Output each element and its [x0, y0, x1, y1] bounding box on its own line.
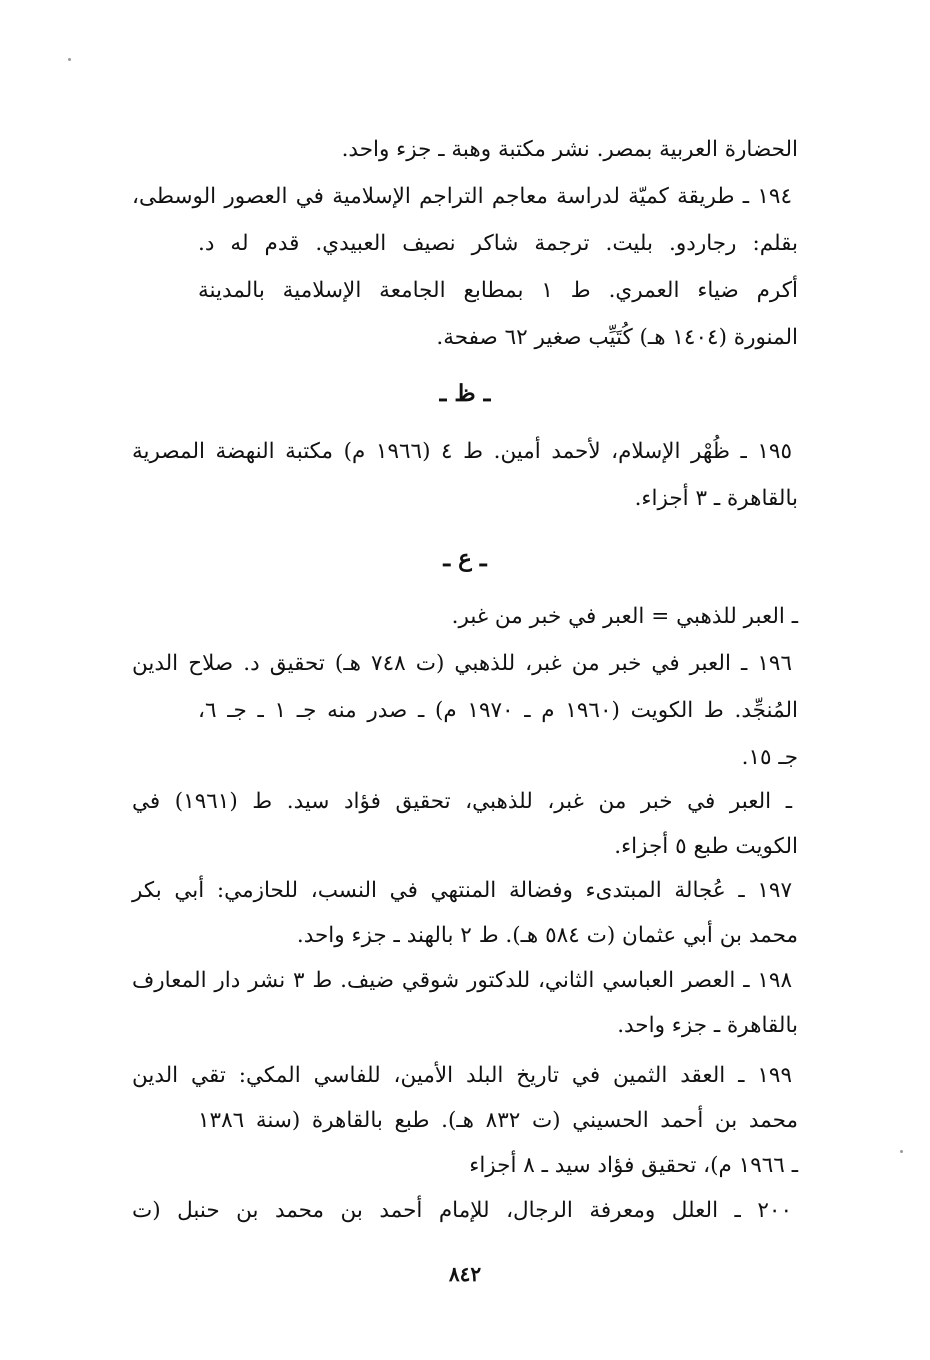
entry-196-line-1: ١٩٦ ـ العبر في خبر من غبر، للذهبي (ت ٧٤٨ هـ) تحقيق د. صلاح الدين	[132, 651, 792, 676]
entry-197-line-1: ١٩٧ ـ عُجالة المبتدىء وفضالة المنتهي في النسب، للحازمي: أبي بكر	[132, 878, 792, 903]
entry-197-line-2: محمد بن أبي عثمان (ت ٥٨٤ هـ). ط ٢ بالهند ـ جزء واحد.	[296, 923, 798, 948]
cross-reference-line: ـ العبر للذهبي = العبر في خبر من غبر.	[451, 604, 798, 629]
entry-200-line-1: ٢٠٠ ـ العلل ومعرفة الرجال، للإمام أحمد بن محمد بن حنبل (ت	[132, 1198, 792, 1223]
entry-194-line-3: أكرم ضياء العمري. ط ١ بمطابع الجامعة الإسلامية بالمدينة	[198, 278, 798, 303]
entry-199-line-1: ١٩٩ ـ العقد الثمين في تاريخ البلد الأمين، للفاسي المكي: تقي الدين	[132, 1063, 792, 1088]
page-number: ٨٤٢	[448, 1262, 482, 1286]
entry-199-line-2: محمد بن أحمد الحسيني (ت ٨٣٢ هـ). طبع بالقاهرة (سنة ١٣٨٦	[198, 1108, 799, 1133]
section-heading-ain: ـ ع ـ	[443, 545, 487, 572]
scan-speck	[900, 1150, 903, 1153]
entry-198-line-2: بالقاهرة ـ جزء واحد.	[617, 1013, 798, 1038]
entry-194-line-1: ١٩٤ ـ طريقة كميّة لدراسة معاجم التراجم الإسلامية في العصور الوسطى،	[132, 184, 792, 209]
entry-194-line-2: بقلم: رجاردو. بليت. ترجمة شاكر نصيف العبيدي. قدم له د.	[198, 231, 798, 256]
scan-speck	[68, 58, 71, 61]
text-line: الحضارة العربية بمصر. نشر مكتبة وهبة ـ جزء واحد.	[341, 137, 798, 162]
entry-196-line-3: جـ ١٥.	[741, 745, 798, 770]
entry-194-line-4: المنورة (١٤٠٤ هـ) كُتَيِّب صغير ٦٢ صفحة.	[436, 325, 798, 350]
entry-198-line-1: ١٩٨ ـ العصر العباسي الثاني، للدكتور شوقي ضيف. ط ٣ نشر دار المعارف	[132, 968, 792, 993]
section-heading-zah: ـ ظ ـ	[439, 380, 491, 407]
entry-196-line-2: المُنجِّد. ط الكويت (١٩٦٠ م ـ ١٩٧٠ م) ـ صدر منه جـ ١ ـ جـ ٦،	[198, 698, 798, 723]
entry-199-line-3: ـ ١٩٦٦ م)، تحقيق فؤاد سيد ـ ٨ أجزاء	[469, 1153, 798, 1178]
entry-195-line-1: ١٩٥ ـ ظُهْر الإسلام، لأحمد أمين. ط ٤ (١٩٦٦ م) مكتبة النهضة المصرية	[132, 439, 792, 464]
entry-195-line-2: بالقاهرة ـ ٣ أجزاء.	[634, 486, 798, 511]
sub-entry-line-2: الكويت طبع ٥ أجزاء.	[614, 834, 798, 859]
sub-entry-line-1: ـ العبر في خبر من غبر، للذهبي، تحقيق فؤاد سيد. ط (١٩٦١) في	[132, 789, 792, 814]
